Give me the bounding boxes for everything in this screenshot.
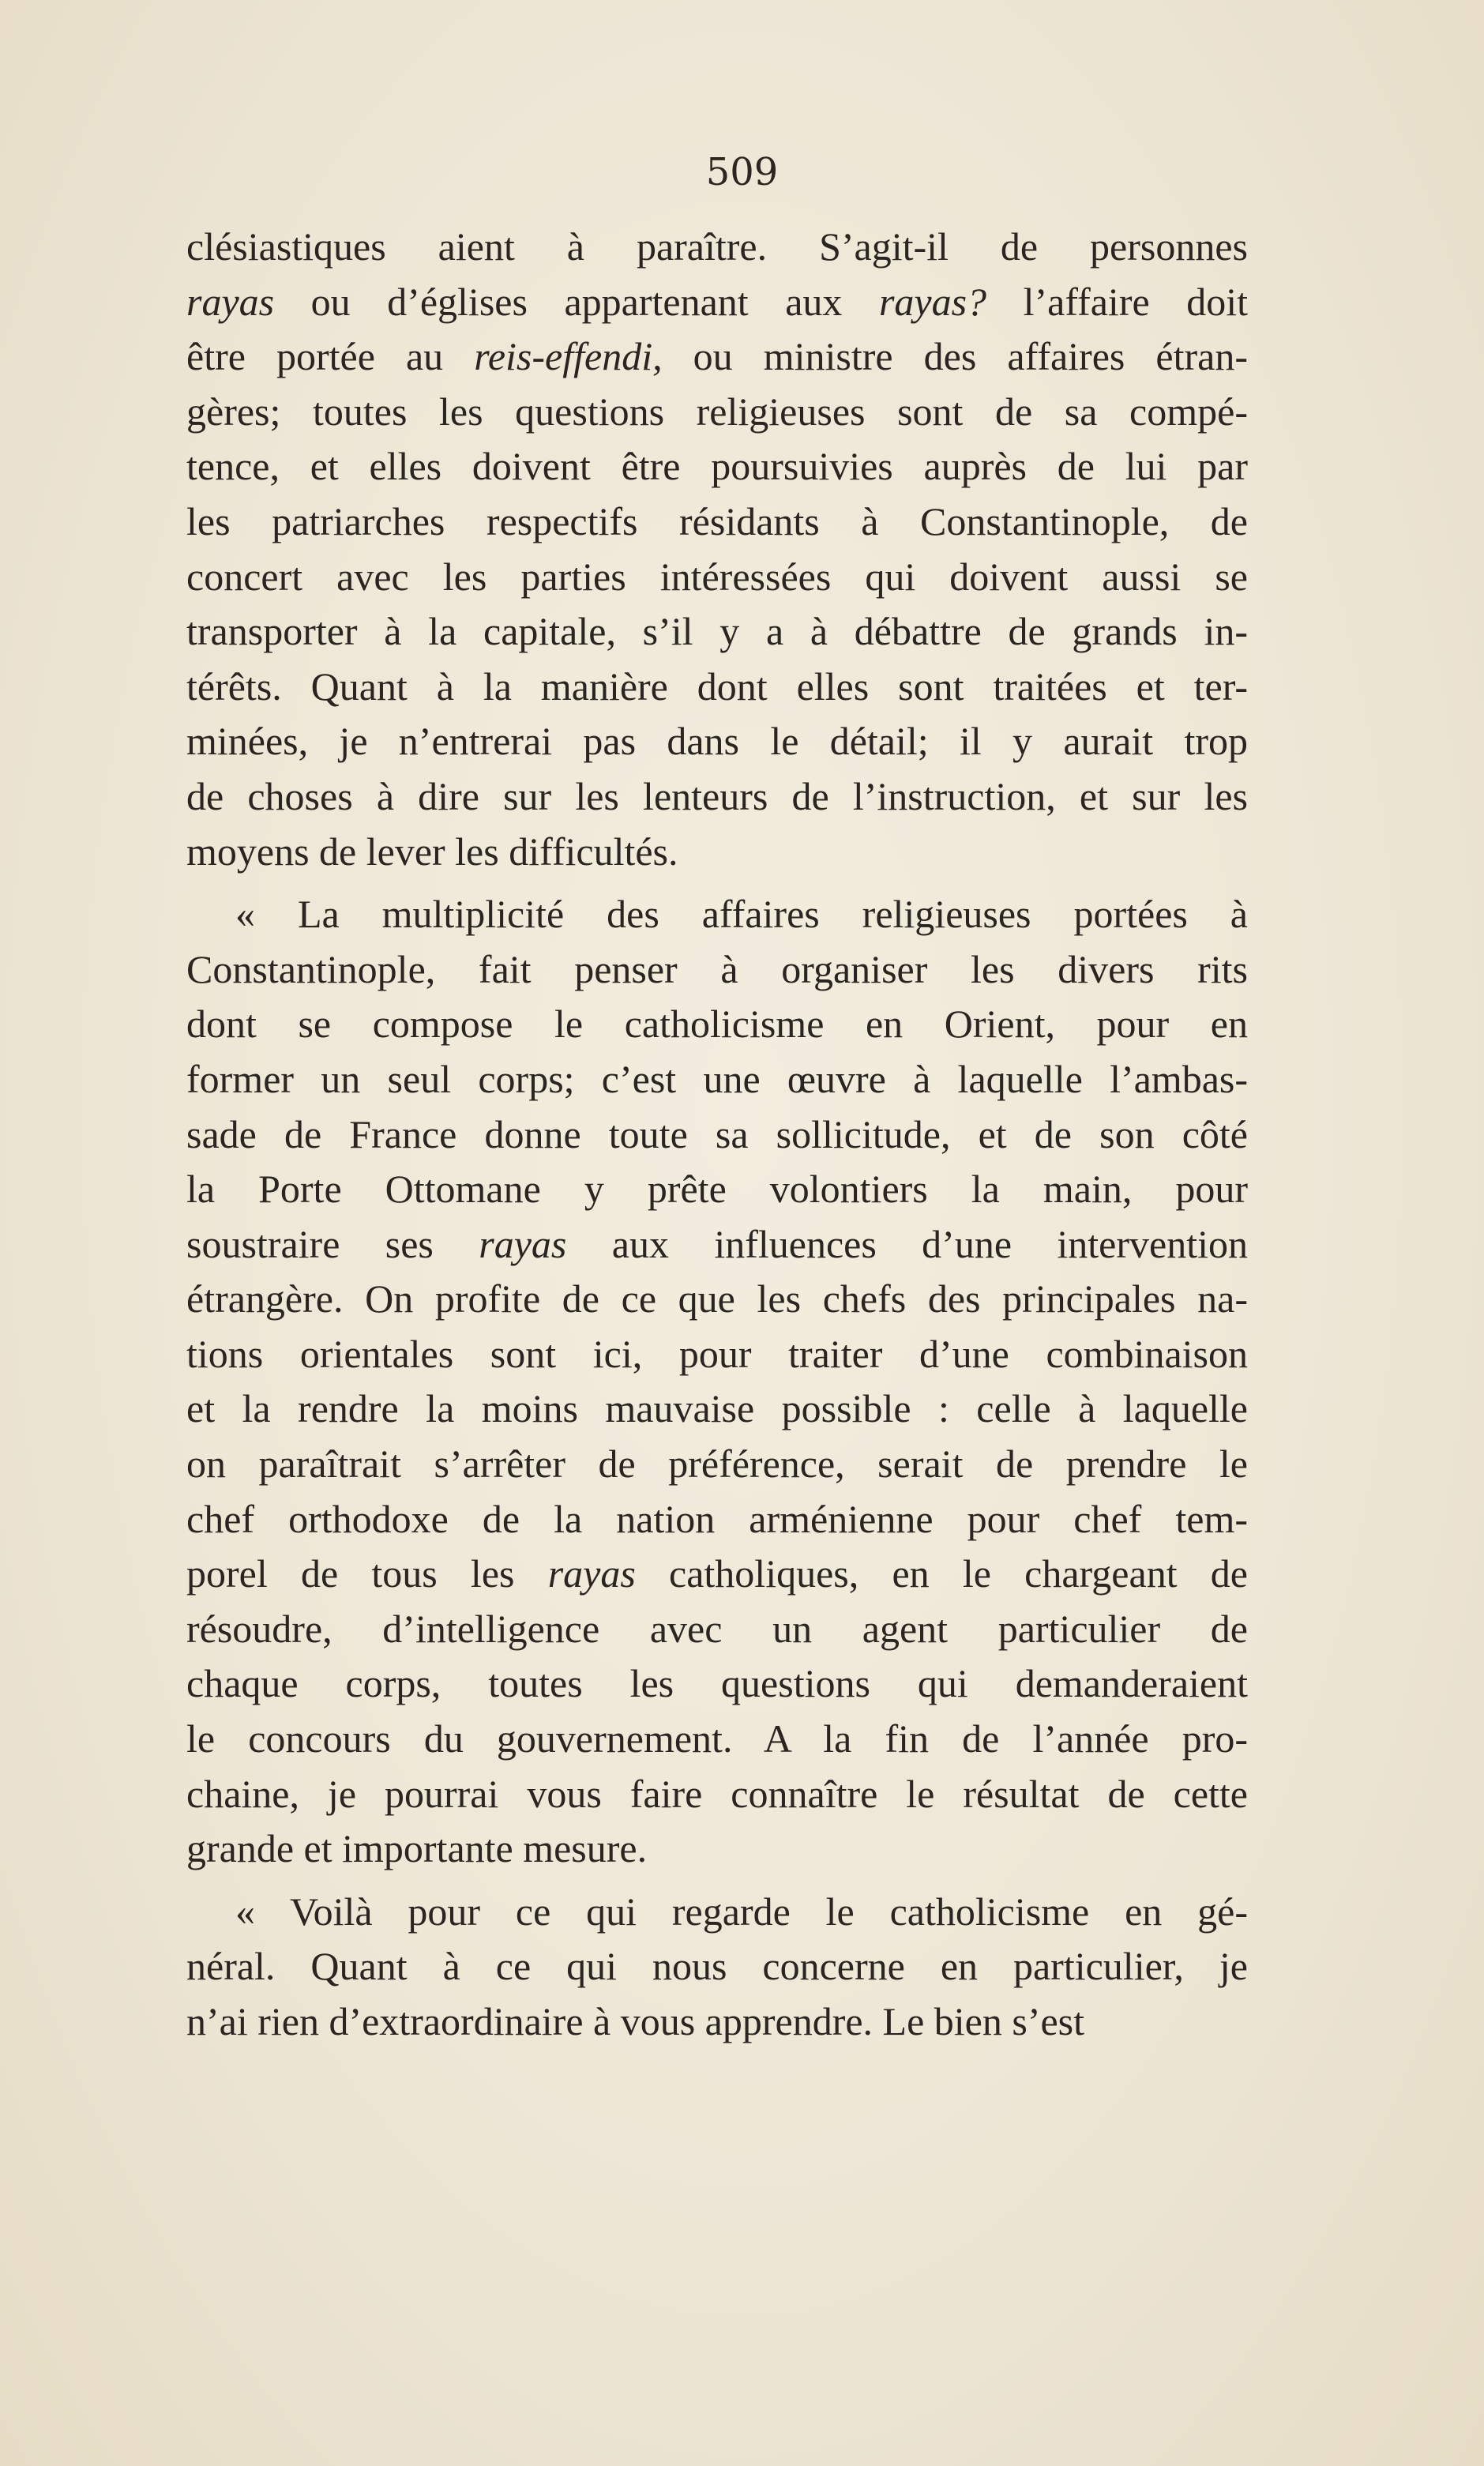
text-segment: transporter à la capitale, s’il y a à débattre de grands in- [186, 609, 1248, 654]
text-line [186, 1327, 1248, 1382]
text-segment: être portée au [186, 334, 475, 379]
text-line [186, 1994, 1248, 2050]
text-line [186, 1885, 1248, 1940]
text-line [186, 220, 1248, 275]
text-line [186, 1272, 1248, 1327]
text-line [186, 494, 1248, 550]
text-segment: porel de tous les [186, 1551, 548, 1596]
text-line [186, 1107, 1248, 1163]
text-segment: tence, et elles doivent être poursuivies auprès de lui par [186, 444, 1248, 489]
text-line [186, 1162, 1248, 1217]
text-line [186, 1492, 1248, 1547]
text-segment: la Porte Ottomane y prête volontiers la main, pour [186, 1167, 1248, 1212]
text-segment: on paraîtrait s’arrêter de préférence, serait de prendre le [186, 1442, 1248, 1487]
paragraph [186, 1885, 1248, 2050]
text-segment: grande et importante mesure. [186, 1826, 648, 1871]
text-line [186, 1821, 1248, 1877]
text-segment: étrangère. On profite de ce que les chefs des principales na- [186, 1276, 1248, 1321]
text-line [186, 329, 1248, 385]
italic-word: rayas [547, 1551, 636, 1596]
text-line [186, 887, 1248, 942]
text-line [186, 1052, 1248, 1107]
text-segment: néral. Quant à ce qui nous concerne en particulier, je [186, 1944, 1248, 1989]
text-segment: moyens de lever les difficultés. [186, 829, 678, 874]
text-segment: Constantinople, fait penser à organiser les divers rits [186, 946, 1248, 991]
text-segment: chef orthodoxe de la nation arménienne pour chef tem- [186, 1496, 1248, 1541]
text-line [186, 825, 1248, 880]
paragraph-gap [186, 879, 1248, 887]
text-line [186, 1712, 1248, 1767]
text-segment: sade de France donne toute sa sollicitude, et de son côté [186, 1111, 1248, 1156]
text-segment: « La multiplicité des affaires religieuses portées à [235, 892, 1248, 937]
italic-word: rayas [479, 1221, 567, 1266]
text-line [186, 1602, 1248, 1657]
text-segment: l’affaire doit [986, 279, 1248, 324]
text-line [186, 550, 1248, 605]
text-line [186, 769, 1248, 825]
text-line [186, 1656, 1248, 1712]
text-segment: résoudre, d’intelligence avec un agent particulier de [186, 1606, 1248, 1651]
italic-word: rayas? [878, 279, 987, 324]
text-line [186, 1547, 1248, 1602]
text-segment: gères; toutes les questions religieuses sont de sa compé- [186, 389, 1248, 434]
text-segment: chaine, je pourrai vous faire connaître le résultat de cette [186, 1771, 1248, 1816]
text-segment: « Voilà pour ce qui regarde le catholicisme en gé- [235, 1889, 1248, 1934]
text-line [186, 604, 1248, 660]
text-line [186, 385, 1248, 440]
text-segment: aux influences d’une intervention [566, 1221, 1248, 1266]
text-segment: concert avec les parties intéressées qui doivent aussi se [186, 554, 1248, 599]
text-line [186, 714, 1248, 769]
text-segment: ou ministre des affaires étran- [662, 334, 1248, 379]
italic-word: reis-effendi, [474, 334, 663, 379]
text-segment: dont se compose le catholicisme en Orient, pour en [186, 1002, 1248, 1047]
text-line [186, 942, 1248, 998]
text-line [186, 660, 1248, 715]
paragraph-gap [186, 1877, 1248, 1885]
text-segment: catholiques, en le chargeant de [635, 1551, 1248, 1596]
page-number: 509 [705, 150, 779, 194]
text-segment: de choses à dire sur les lenteurs de l’instruction, et sur les [186, 773, 1248, 818]
paragraph [186, 220, 1248, 879]
text-line [186, 997, 1248, 1052]
text-line [186, 439, 1248, 494]
text-line [186, 275, 1248, 330]
text-segment: tions orientales sont ici, pour traiter d’une combinaison [186, 1331, 1248, 1376]
text-line [186, 1381, 1248, 1437]
body-text [186, 220, 1248, 2050]
text-segment: clésiastiques aient à paraître. S’agit-il de personnes [186, 224, 1248, 269]
text-segment: térêts. Quant à la manière dont elles sont traitées et ter- [186, 663, 1248, 709]
text-segment: minées, je n’entrerai pas dans le détail; il y aurait trop [186, 719, 1248, 764]
paragraph [186, 887, 1248, 1877]
text-segment: soustraire ses [186, 1221, 479, 1266]
text-segment: les patriarches respectifs résidants à Constantinople, de [186, 498, 1248, 543]
text-segment: et la rendre la moins mauvaise possible : celle à laquelle [186, 1386, 1248, 1431]
text-segment: n’ai rien d’extraordinaire à vous apprendre. Le bien s’est [186, 1999, 1085, 2043]
italic-word: rayas [186, 279, 275, 324]
text-line [186, 1767, 1248, 1822]
text-line [186, 1939, 1248, 1994]
text-line [186, 1437, 1248, 1492]
text-line [186, 1217, 1248, 1272]
text-segment: former un seul corps; c’est une œuvre à laquelle l’ambas- [186, 1056, 1248, 1101]
text-segment: ou d’églises appartenant aux [274, 279, 879, 324]
text-segment: chaque corps, toutes les questions qui demanderaient [186, 1661, 1248, 1706]
text-segment: le concours du gouvernement. A la fin de l’année pro- [186, 1716, 1248, 1761]
